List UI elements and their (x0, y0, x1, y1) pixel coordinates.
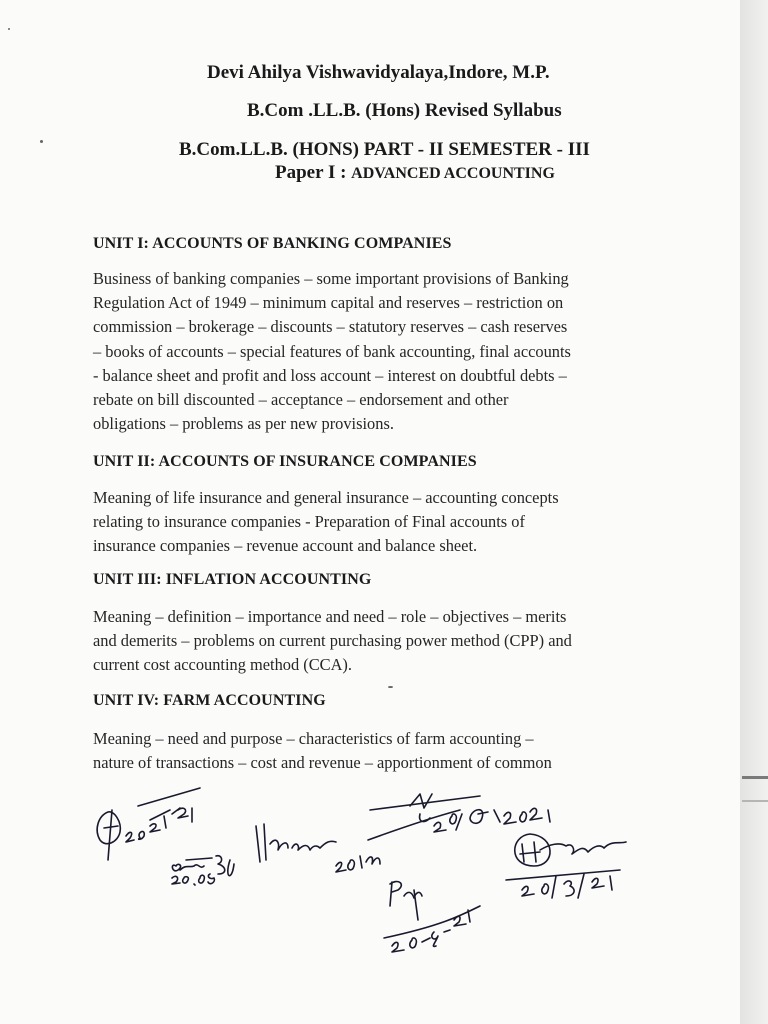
unit-3-line: Meaning – definition – importance and need – role – objectives – merits (93, 607, 567, 626)
unit-3-description (93, 605, 653, 678)
unit-1-title: UNIT I: ACCOUNTS OF BANKING COMPANIES (93, 235, 452, 252)
university-name: Devi Ahilya Vishwavidyalaya,Indore, M.P. (207, 62, 550, 83)
unit-1-description (93, 267, 653, 436)
unit-4-line: Meaning – need and purpose – characteristics of farm accounting – (93, 729, 534, 748)
unit-3-title: UNIT III: INFLATION ACCOUNTING (93, 571, 372, 588)
unit-1-line: commission – brokerage – discounts – statutory reserves – cash reserves (93, 317, 568, 337)
unit-1-line: Business of banking companies – some important provisions of Banking (93, 269, 569, 288)
unit-1-line: rebate on bill discounted – acceptance – endorsement and other (93, 390, 509, 410)
paper-title (275, 162, 555, 184)
scan-edge (740, 0, 768, 1024)
unit-4-description (93, 727, 653, 775)
scan-speck (40, 140, 43, 143)
unit-3-line: and demerits – problems on current purchasing power method (CPP) and (93, 631, 572, 651)
signature-5 (384, 882, 480, 952)
syllabus-title: B.Com .LL.B. (Hons) Revised Syllabus (247, 100, 562, 121)
unit-2-description (93, 486, 653, 559)
unit-1-line: – books of accounts – special features of bank accounting, final accounts (93, 341, 571, 361)
scan-speck (388, 686, 393, 688)
signature-4 (506, 834, 626, 898)
paper-label: Paper I : (275, 162, 352, 183)
signature-3 (256, 794, 550, 872)
scan-speck (8, 28, 10, 30)
unit-3-line: current cost accounting method (CCA). (93, 655, 352, 675)
unit-4-title: UNIT IV: FARM ACCOUNTING (93, 692, 326, 709)
scan-edge-mark (742, 800, 768, 802)
unit-1-line: obligations – problems as per new provisions. (93, 414, 394, 434)
unit-1-line: Regulation Act of 1949 – minimum capital and reserves – restriction on (93, 293, 564, 313)
unit-2-line: relating to insurance companies - Preparation of Final accounts of (93, 512, 525, 532)
scan-edge-mark (742, 776, 768, 779)
paper-subject: ADVANCED ACCOUNTING (351, 165, 555, 182)
signature-2 (172, 856, 234, 885)
unit-2-title: UNIT II: ACCOUNTS OF INSURANCE COMPANIES (93, 453, 477, 470)
unit-2-line: Meaning of life insurance and general insurance – accounting concepts (93, 488, 559, 507)
unit-1-line: - balance sheet and profit and loss account – interest on doubtful debts – (93, 365, 567, 385)
unit-4-line: nature of transactions – cost and revenue – apportionment of common (93, 753, 552, 773)
signature-1 (97, 788, 200, 860)
semester-title: B.Com.LL.B. (HONS) PART - II SEMESTER - III (179, 139, 590, 160)
handwritten-signatures (0, 770, 740, 1000)
unit-2-line: insurance companies – revenue account and balance sheet. (93, 536, 478, 556)
